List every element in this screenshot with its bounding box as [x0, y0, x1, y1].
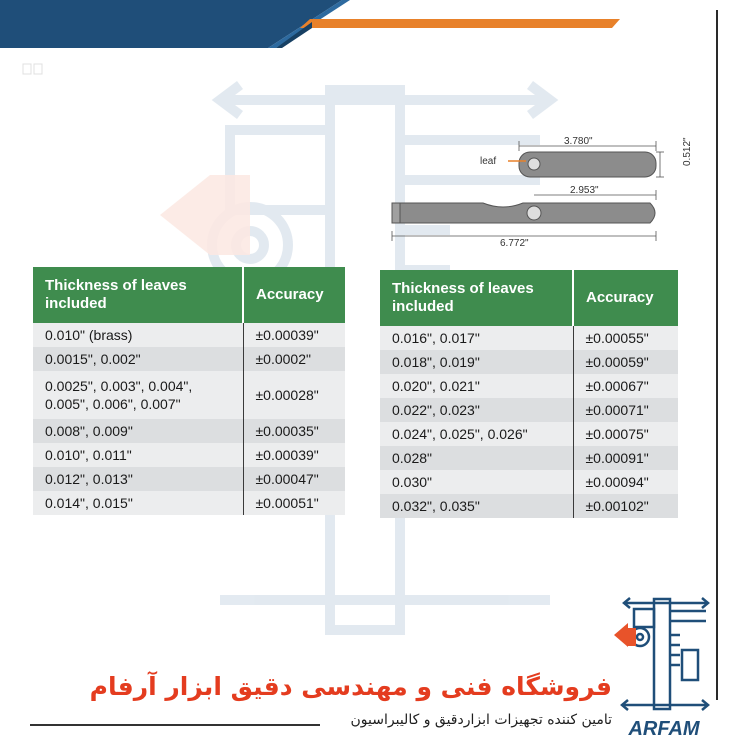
accuracy-cell: ±0.00059" — [573, 350, 678, 374]
thickness-cell: 0.010" (brass) — [33, 323, 243, 347]
table-row — [380, 422, 678, 446]
subtitle-underline — [30, 724, 320, 726]
thickness-cell: 0.032", 0.035" — [380, 494, 573, 518]
table-row — [380, 326, 678, 350]
accuracy-cell: ±0.00028" — [243, 371, 345, 419]
thickness-cell: 0.0015", 0.002" — [33, 347, 243, 371]
top-banner — [0, 0, 750, 60]
table-row — [380, 350, 678, 374]
thickness-cell: 0.018", 0.019" — [380, 350, 573, 374]
table-row — [380, 470, 678, 494]
table-row — [33, 491, 345, 515]
table-row — [33, 347, 345, 371]
table-row — [33, 419, 345, 443]
thickness-cell: 0.024", 0.025", 0.026" — [380, 422, 573, 446]
header-accuracy: Accuracy — [573, 270, 678, 326]
leaf-label: leaf — [480, 156, 497, 167]
dim-length-label: 3.780" — [564, 136, 593, 147]
table-row — [33, 443, 345, 467]
store-title: فروشگاه فنی و مهندسی دقیق ابزار آرفام — [89, 672, 612, 701]
store-subtitle: تامین کننده تجهیزات ابزاردقیق و کالیبراسیون — [350, 712, 612, 728]
accuracy-cell: ±0.00039" — [243, 323, 345, 347]
table-header-row — [33, 267, 345, 323]
thickness-cell: 0.020", 0.021" — [380, 374, 573, 398]
dim-width-label: 0.512" — [682, 137, 693, 166]
right-divider-line — [716, 10, 718, 700]
accuracy-cell: ±0.00047" — [243, 467, 345, 491]
accuracy-cell: ±0.00051" — [243, 491, 345, 515]
logo-text: ARFAM — [628, 718, 700, 740]
table-row — [380, 398, 678, 422]
header-thickness: Thickness of leaves included — [33, 267, 243, 323]
thickness-cell: 0.0025", 0.003", 0.004", 0.005", 0.006", 0.007" — [33, 371, 243, 419]
thickness-cell: 0.016", 0.017" — [380, 326, 573, 350]
arfam-logo — [612, 595, 716, 740]
accuracy-cell: ±0.00094" — [573, 470, 678, 494]
table-row — [33, 467, 345, 491]
thickness-cell: 0.008", 0.009" — [33, 419, 243, 443]
feeler-gauge-diagram — [388, 128, 693, 249]
thickness-cell: 0.014", 0.015" — [33, 491, 243, 515]
accuracy-cell: ±0.00035" — [243, 419, 345, 443]
dim-total-label: 6.772" — [500, 238, 529, 249]
thickness-cell: 0.030" — [380, 470, 573, 494]
accuracy-cell: ±0.00102" — [573, 494, 678, 518]
faded-mark-icon — [22, 62, 44, 76]
table-row — [33, 323, 345, 347]
header-thickness: Thickness of leaves included — [380, 270, 573, 326]
accuracy-cell: ±0.00067" — [573, 374, 678, 398]
accuracy-cell: ±0.00075" — [573, 422, 678, 446]
accuracy-cell: ±0.00071" — [573, 398, 678, 422]
table-header-row — [380, 270, 678, 326]
thickness-cell: 0.028" — [380, 446, 573, 470]
accuracy-cell: ±0.0002" — [243, 347, 345, 371]
header-accuracy: Accuracy — [243, 267, 345, 323]
thickness-cell: 0.010", 0.011" — [33, 443, 243, 467]
thickness-cell: 0.022", 0.023" — [380, 398, 573, 422]
spec-table-left — [33, 267, 345, 515]
table-row — [380, 494, 678, 518]
spec-table-right — [380, 270, 678, 518]
accuracy-cell: ±0.00039" — [243, 443, 345, 467]
table-row — [33, 371, 345, 419]
accuracy-cell: ±0.00055" — [573, 326, 678, 350]
thickness-cell: 0.012", 0.013" — [33, 467, 243, 491]
table-row — [380, 446, 678, 470]
dim-pivot-label: 2.953" — [570, 185, 599, 196]
accuracy-cell: ±0.00091" — [573, 446, 678, 470]
table-row — [380, 374, 678, 398]
